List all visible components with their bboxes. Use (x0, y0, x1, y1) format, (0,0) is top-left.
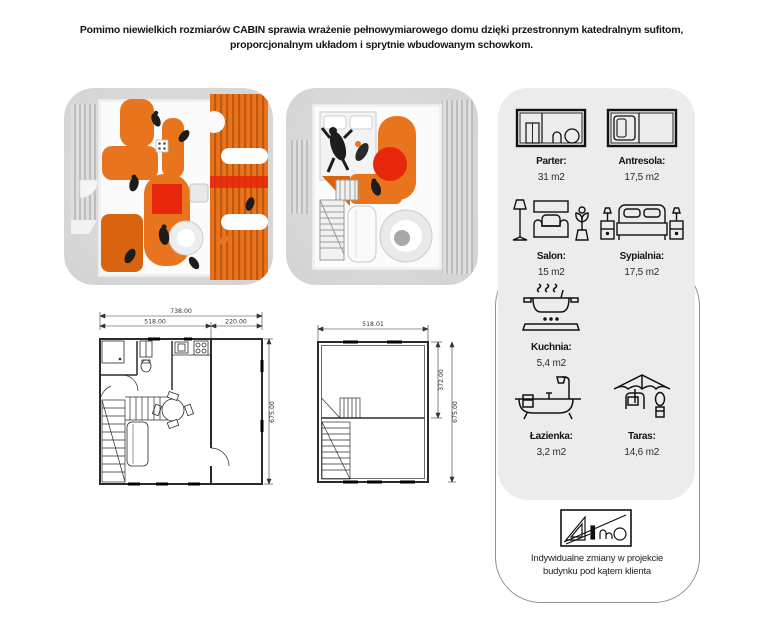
legend-item-salon (506, 197, 596, 278)
bathroom-fixtures (102, 341, 152, 372)
render-card-ground-floor (64, 88, 273, 285)
dimension-label: 220.00 (225, 318, 247, 326)
legend-area: 15 m2 (537, 267, 565, 278)
kitchen-fixtures (172, 341, 211, 355)
ground-floor-render-art (64, 88, 273, 285)
legend-item-kuchnia (506, 288, 596, 369)
dimension-label: 738.00 (170, 308, 192, 315)
legend-label: Taras: (628, 431, 656, 442)
caption-line-1: Indywidualne zmiany w projekcie (530, 553, 664, 564)
legend-item-parter (506, 102, 596, 183)
render-card-mezzanine (286, 88, 478, 285)
plan-ground-floor (88, 300, 288, 495)
doors (100, 375, 229, 466)
plan-mezzanine (305, 312, 465, 492)
legend-area: 14,6 m2 (624, 447, 660, 458)
legend-area: 5,4 m2 (536, 358, 566, 369)
mezzanine-render-art (286, 88, 478, 285)
parter-plan-icon (515, 108, 587, 148)
bed-with-people (320, 112, 376, 180)
round-tub (380, 210, 432, 262)
intro-text: Pomimo niewielkich rozmiarów CABIN sprawia wrażenie pełnowymiarowego domu dzięki przestronnym katedralnym sufitom, proporcjonalnym układom i sprytnie wbudowanym schowkom. (79, 23, 684, 51)
legend-label: Parter: (536, 156, 567, 167)
legend-area: 31 m2 (537, 172, 565, 183)
legend-area: 17,5 m2 (624, 267, 660, 278)
dimension-label: 518.01 (362, 321, 384, 328)
footer-caption (506, 553, 688, 578)
taras-icon (602, 373, 682, 423)
siding-left (290, 140, 310, 214)
room-legend-panel (498, 88, 695, 500)
legend-area: 3,2 m2 (536, 447, 566, 458)
sypialnia-icon (599, 197, 685, 243)
siding-left (71, 104, 97, 220)
legend-label: Salon: (536, 251, 566, 262)
antresola-plan-icon (606, 108, 678, 148)
sofa (348, 206, 376, 262)
logo-graphic (560, 509, 632, 547)
lazienka-icon (511, 373, 591, 423)
legend-item-antresola (597, 102, 687, 183)
company-logo (560, 509, 632, 547)
caption-line-2: budynku pod kątem klienta (542, 565, 652, 577)
legend-item-taras (597, 377, 687, 458)
dimension-label: 675.00 (452, 401, 459, 423)
dimension-label: 675.00 (269, 401, 276, 423)
siding-right (442, 100, 473, 274)
kuchnia-icon (515, 282, 587, 334)
legend-label: Sypialnia: (619, 251, 664, 262)
legend-label: Kuchnia: (531, 342, 572, 353)
legend-label: Antresola: (618, 156, 665, 167)
legend-label: Łazienka: (529, 431, 573, 442)
dimension-label: 518.00 (144, 318, 166, 326)
stairs (322, 398, 361, 479)
legend-area: 17,5 m2 (624, 172, 660, 183)
terrace-deck (203, 94, 268, 280)
windows (343, 342, 415, 482)
legend-item-sypialnia (597, 197, 687, 278)
legend-item-lazienka (506, 377, 596, 458)
salon-icon (508, 197, 594, 243)
sofa (127, 422, 148, 466)
dimension-lines (318, 325, 456, 482)
dimension-label: 372.00 (438, 369, 445, 391)
